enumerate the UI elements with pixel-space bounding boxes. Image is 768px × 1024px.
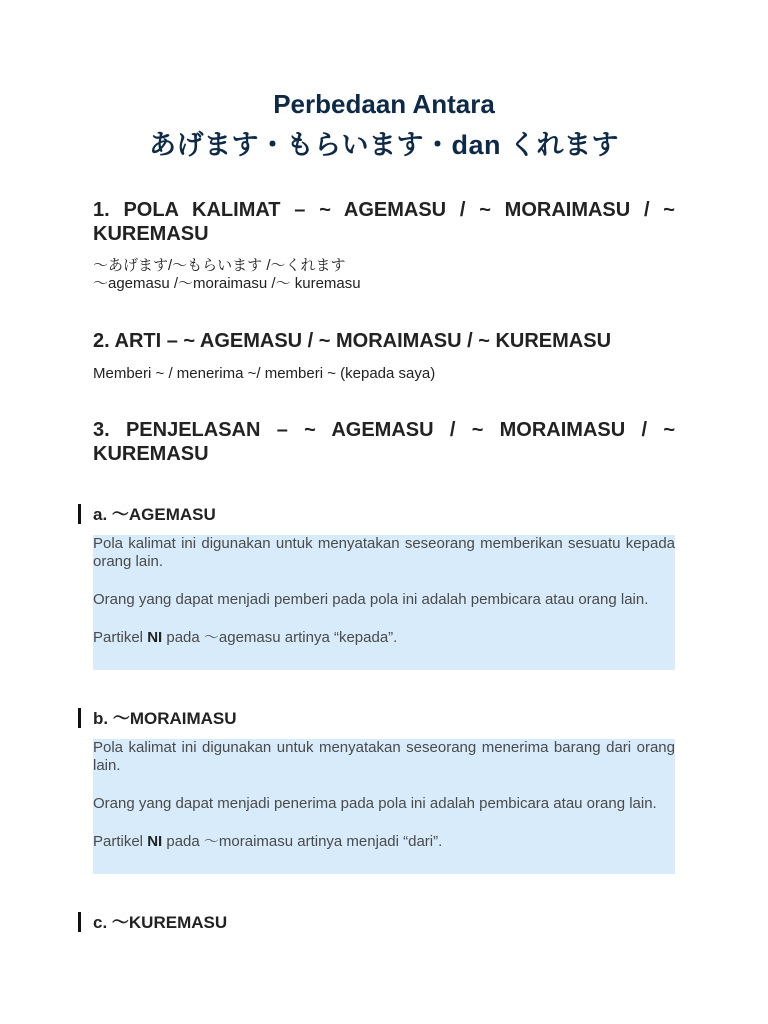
section-1-heading: 1. POLA KALIMAT – ~ AGEMASU / ~ MORAIMASU / ~ KUREMASU xyxy=(93,199,675,245)
pattern-romaji: ～agemasu /～moraimasu /～ kuremasu xyxy=(93,275,361,292)
moraimasu-paragraph-3: Partikel NI pada ～moraimasu artinya menjadi “dari”. xyxy=(93,833,443,850)
agemasu-paragraph-2: Orang yang dapat menjadi pemberi pada pola ini adalah pembicara atau orang lain. xyxy=(93,591,649,608)
subsection-c-heading xyxy=(93,912,675,934)
heading-marker-bar xyxy=(78,912,81,932)
subsection-a-heading xyxy=(93,504,675,526)
moraimasu-paragraph-1: Pola kalimat ini digunakan untuk menyatakan seseorang menerima barang dari orang lain. xyxy=(93,739,675,774)
document-title: Perbedaan Antara xyxy=(273,89,495,119)
heading-marker-bar xyxy=(78,708,81,728)
agemasu-paragraph-3: Partikel NI pada ～agemasu artinya “kepada”. xyxy=(93,629,398,646)
subsection-b-heading xyxy=(93,708,675,730)
particle-ni: NI xyxy=(147,833,163,850)
pattern-japanese: ～あげます/～もらいます /～くれます xyxy=(93,257,346,274)
moraimasu-explanation-box xyxy=(93,739,675,874)
moraimasu-paragraph-2: Orang yang dapat menjadi penerima pada pola ini adalah pembicara atau orang lain. xyxy=(93,795,657,812)
document-subtitle: あげます・もらいます・dan くれます xyxy=(148,130,619,160)
section-3-heading: 3. PENJELASAN – ~ AGEMASU / ~ MORAIMASU / ~ KUREMASU xyxy=(93,419,675,465)
heading-marker-bar xyxy=(78,504,81,524)
agemasu-explanation-box xyxy=(93,535,675,670)
subsection-b-label: b. ～MORAIMASU xyxy=(93,709,237,728)
particle-ni: NI xyxy=(147,629,163,646)
subsection-a-label: a. ～AGEMASU xyxy=(93,505,216,524)
section-2-heading: 2. ARTI – ~ AGEMASU / ~ MORAIMASU / ~ KUREMASU xyxy=(93,330,612,352)
subsection-c-label: c. ～KUREMASU xyxy=(93,913,228,932)
agemasu-paragraph-1: Pola kalimat ini digunakan untuk menyatakan seseorang memberikan sesuatu kepada orang lain. xyxy=(93,535,675,570)
meaning-text: Memberi ~ / menerima ~/ memberi ~ (kepada saya) xyxy=(93,365,436,382)
